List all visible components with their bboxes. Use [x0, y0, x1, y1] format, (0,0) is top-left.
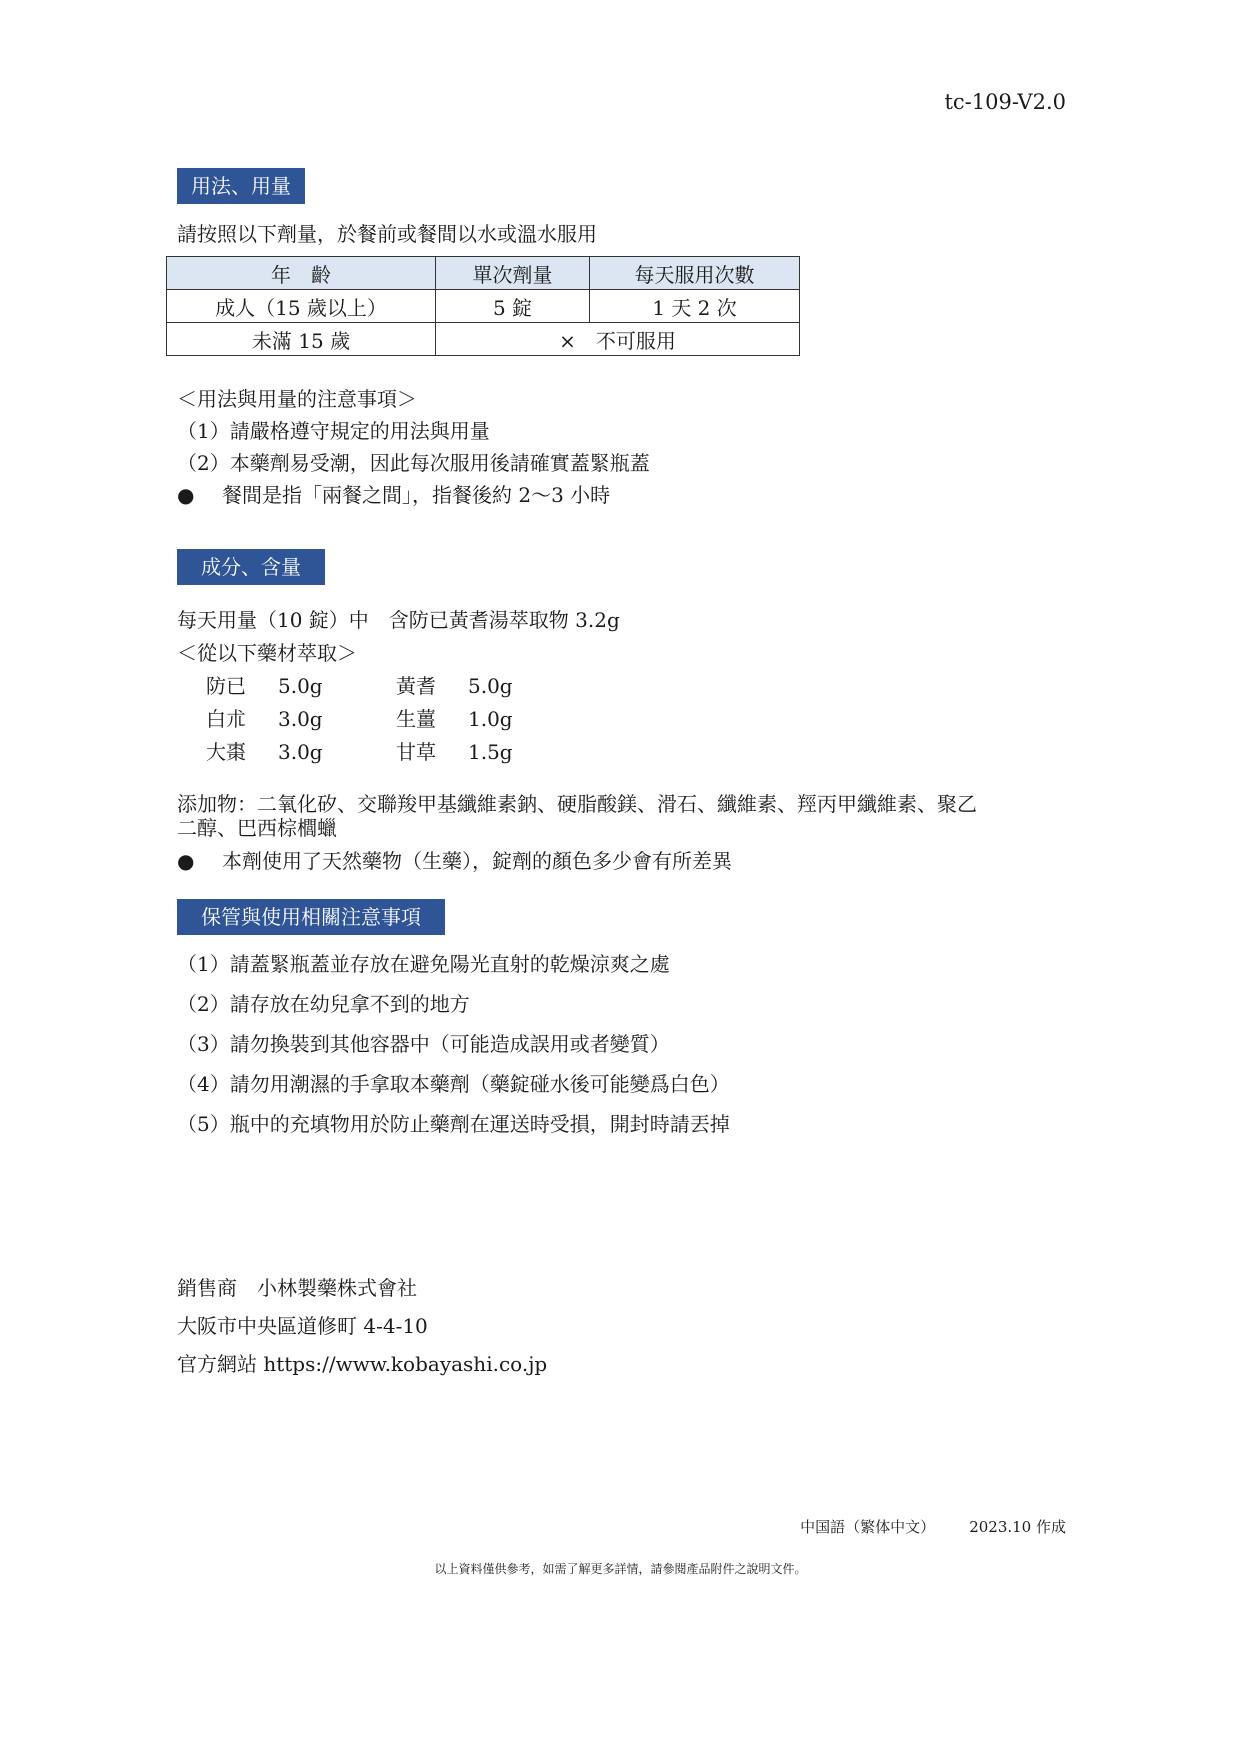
storage-item: （3）請勿換裝到其他容器中（可能造成誤用或者變質）: [177, 1032, 670, 1056]
storage-item: （2）請存放在幼兒拿不到的地方: [177, 992, 470, 1016]
cell-age: 未滿 15 歲: [167, 323, 436, 356]
note-item: （2）本藥劑易受潮，因此每次服用後請確實蓋緊瓶蓋: [177, 451, 650, 475]
herb-item: 大棗 3.0g: [206, 740, 323, 764]
cell-not-allowed: × 不可服用: [436, 323, 800, 356]
bullet-icon: ●: [177, 483, 195, 507]
footer-disclaimer: 以上資料僅供參考，如需了解更多詳情，請參閱產品附件之說明文件。: [434, 1562, 807, 1576]
additives-line-1: 添加物：二氧化矽、交聯羧甲基纖維素鈉、硬脂酸鎂、滑石、纖維素、羥丙甲纖維素、聚乙: [177, 792, 977, 816]
herb-item: 白朮 3.0g: [206, 707, 323, 731]
usage-intro: 請按照以下劑量，於餐前或餐間以水或溫水服用: [177, 222, 597, 246]
note-item: （1）請嚴格遵守規定的用法與用量: [177, 419, 490, 443]
storage-item: （1）請蓋緊瓶蓋並存放在避免陽光直射的乾燥涼爽之處: [177, 952, 670, 976]
header-times: 每天服用次數: [590, 257, 800, 290]
herb-item: 生薑 1.0g: [396, 707, 513, 731]
cell-age: 成人（15 歲以上）: [167, 290, 436, 323]
dosage-table: [166, 256, 800, 356]
storage-item: （4）請勿用潮濕的手拿取本藥劑（藥錠碰水後可能變爲白色）: [177, 1072, 730, 1096]
usage-heading: 用法、用量: [177, 168, 305, 204]
bullet-icon: ●: [177, 849, 195, 873]
footer-date: 2023.10 作成: [969, 1518, 1066, 1536]
usage-bullet: [177, 479, 610, 508]
table-row: [167, 290, 800, 323]
bullet-text: 餐間是指「兩餐之間」，指餐後約 2～3 小時: [222, 483, 611, 507]
cell-dose: 5 錠: [436, 290, 590, 323]
header-dose: 單次劑量: [436, 257, 590, 290]
footer-language-date: [800, 1516, 1066, 1537]
herb-item: 黃耆 5.0g: [396, 674, 513, 698]
seller-website[interactable]: 官方網站 https://www.kobayashi.co.jp: [177, 1352, 548, 1376]
ingredients-heading: 成分、含量: [177, 549, 325, 585]
table-header-row: [167, 257, 800, 290]
seller-address: 大阪市中央區道修町 4-4-10: [177, 1314, 428, 1338]
daily-amount: 每天用量（10 錠）中 含防已黃耆湯萃取物 3.2g: [177, 608, 620, 632]
storage-heading: 保管與使用相關注意事項: [177, 899, 445, 935]
ingredients-bullet: [177, 845, 732, 874]
herb-item: 防已 5.0g: [206, 674, 323, 698]
additives-line-2: 二醇、巴西棕櫚蠟: [177, 816, 337, 840]
notes-title: ＜用法與用量的注意事項＞: [177, 387, 417, 411]
document-code: tc-109-V2.0: [944, 90, 1066, 114]
storage-item: （5）瓶中的充填物用於防止藥劑在運送時受損，開封時請丟掉: [177, 1112, 730, 1136]
herb-item: 甘草 1.5g: [396, 740, 513, 764]
header-age: 年 齡: [167, 257, 436, 290]
table-row: [167, 323, 800, 356]
herb-source-title: ＜從以下藥材萃取＞: [177, 641, 357, 665]
bullet-text: 本劑使用了天然藥物（生藥），錠劑的顏色多少會有所差異: [222, 849, 732, 873]
footer-language: 中国語（繁体中文）: [800, 1518, 936, 1536]
cell-times: 1 天 2 次: [590, 290, 800, 323]
seller-name: 銷售商 小林製藥株式會社: [177, 1276, 417, 1300]
